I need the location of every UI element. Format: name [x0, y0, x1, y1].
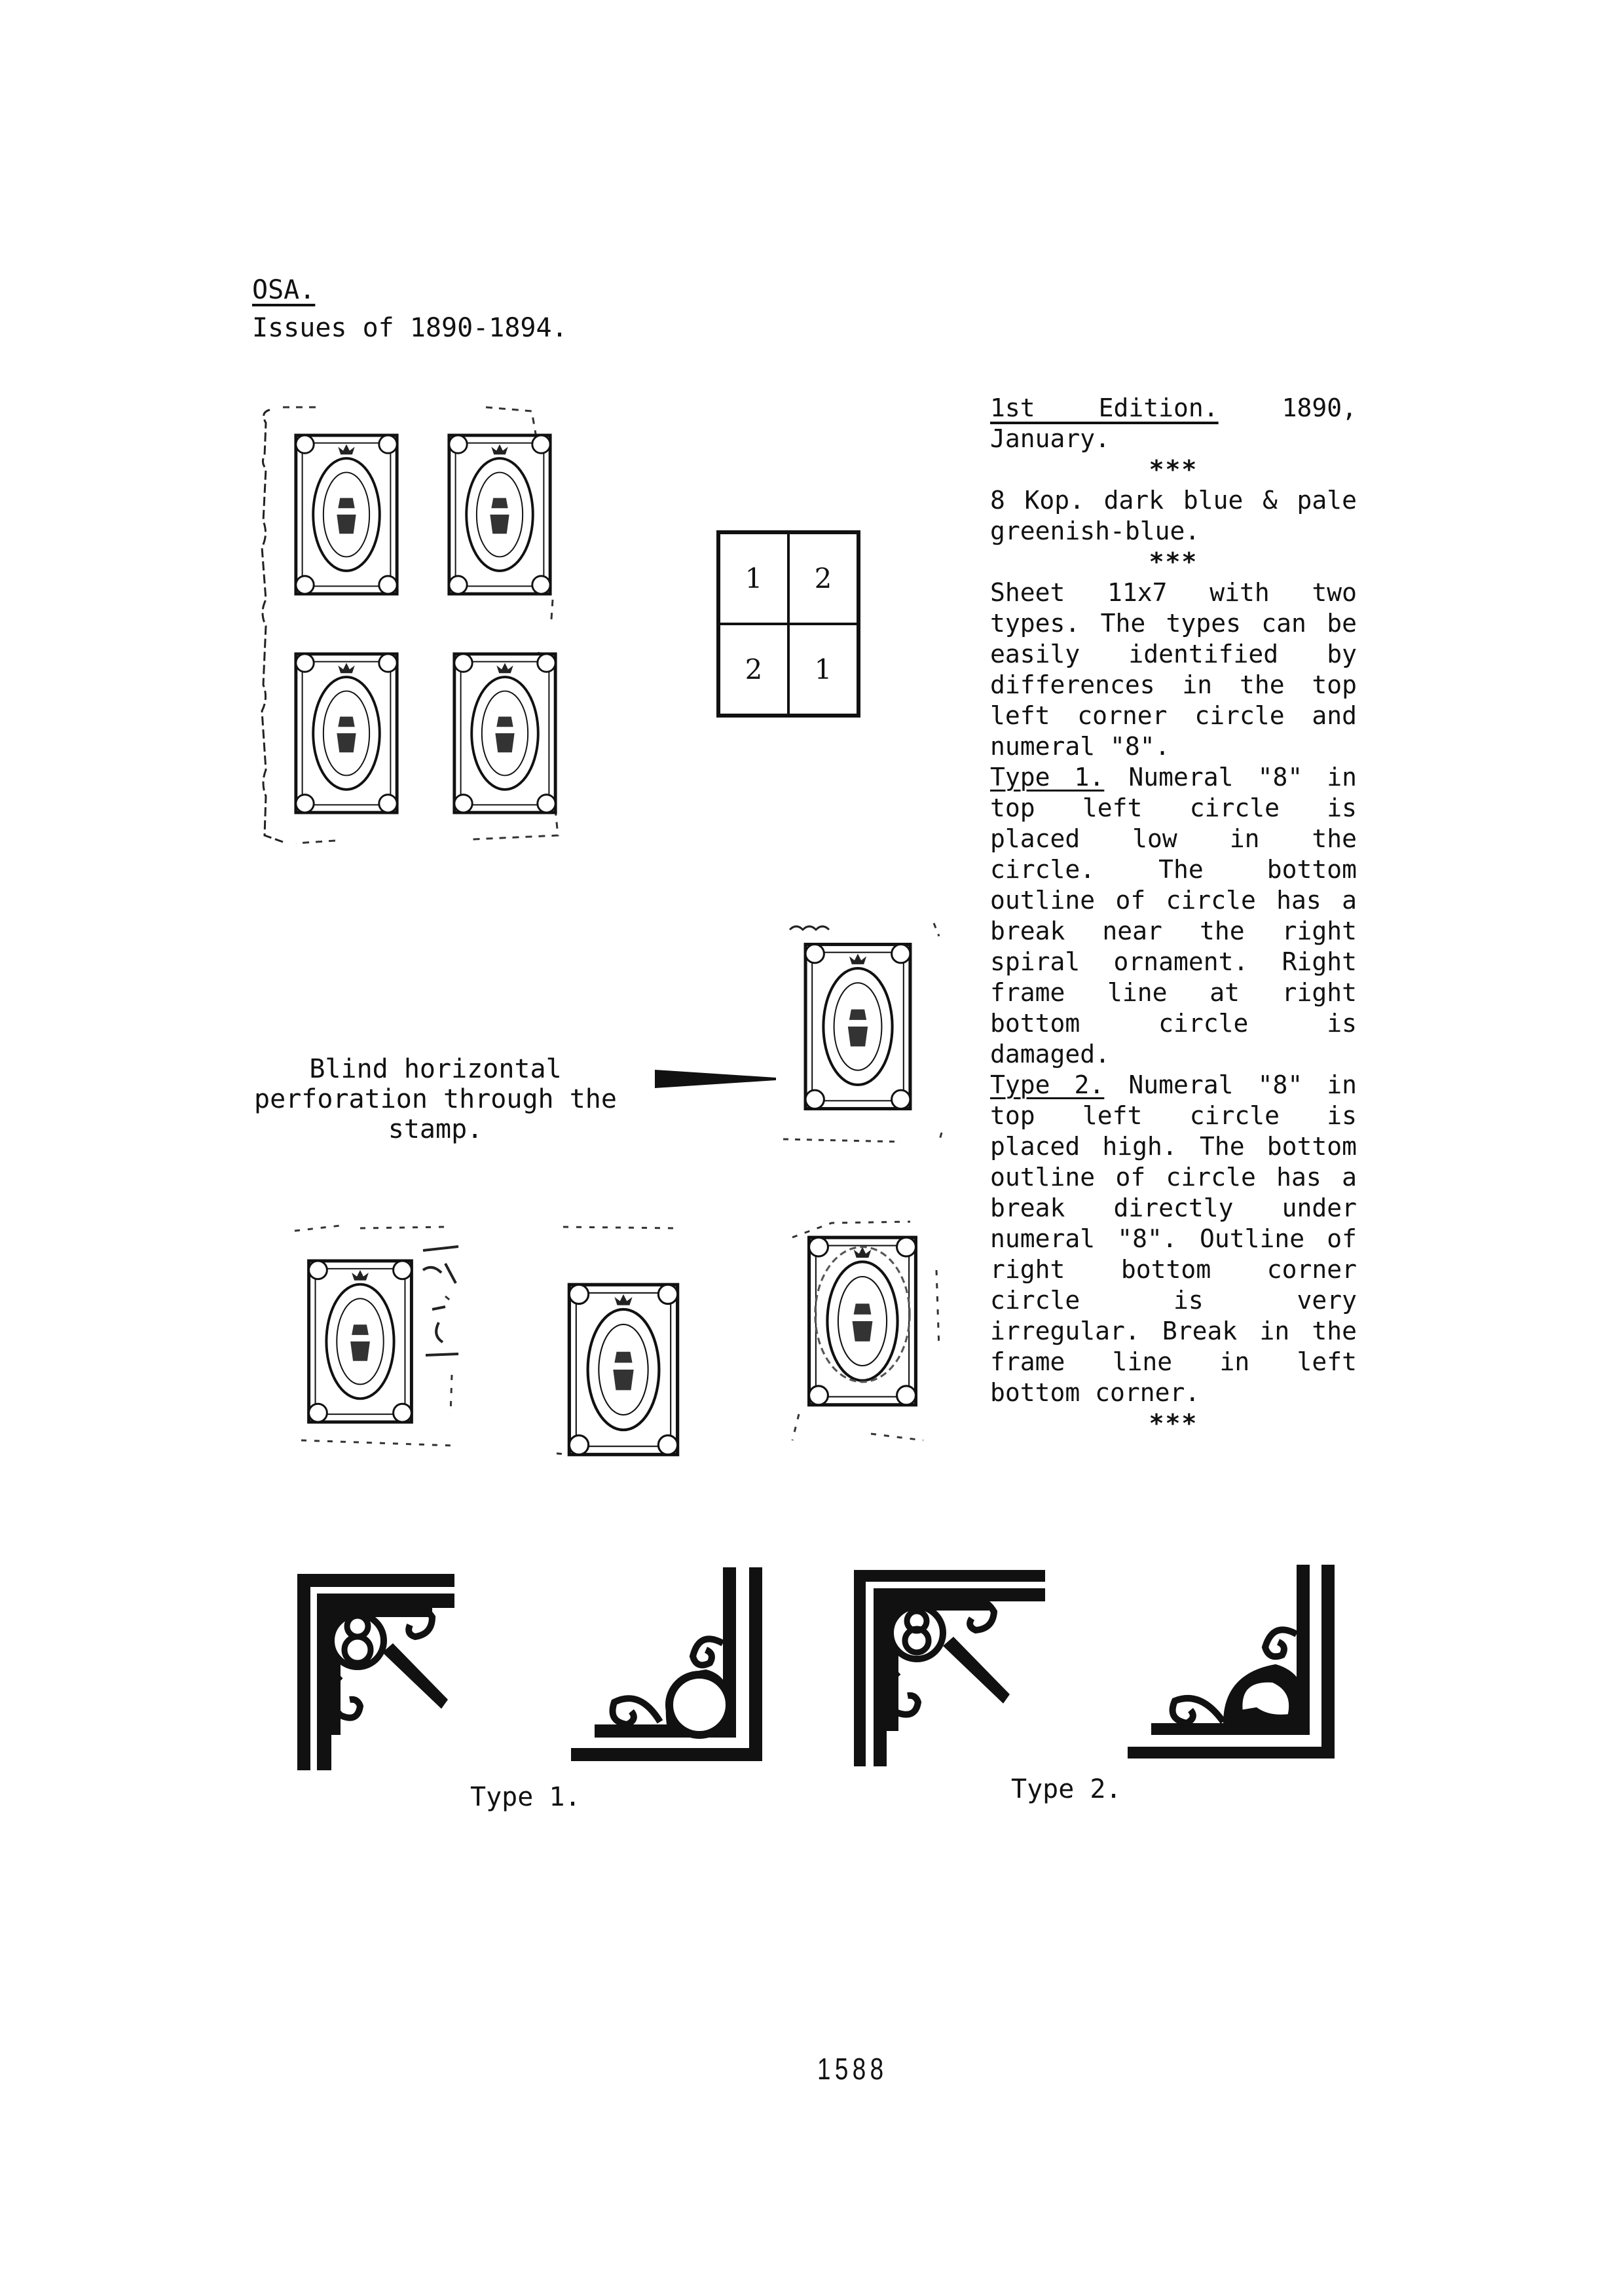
type2-heading: Type 2.: [990, 1070, 1105, 1099]
type2-top-left-corner-diagram: [851, 1567, 1048, 1777]
country-heading: OSA.: [252, 275, 316, 305]
type1-bottom-right-corner-diagram: [568, 1565, 765, 1774]
edition-date: 1890, January.: [990, 393, 1357, 453]
page-number: 1588: [817, 2052, 888, 2086]
separator: ***: [1149, 455, 1198, 484]
issue-range-heading: Issues of 1890-1894.: [252, 313, 568, 343]
stamp-cancelled: [804, 1233, 921, 1409]
separator: ***: [1149, 1409, 1198, 1438]
pointer-arrow-icon: [655, 1066, 776, 1092]
stamp-icon: [445, 429, 554, 600]
stamp-used: [564, 1281, 682, 1459]
stamp-icon: [804, 1233, 921, 1409]
stamp-icon: [304, 1257, 416, 1426]
stamp-type-1: [292, 429, 401, 600]
value-color: 8 Kop. dark blue & pale greenish-blue.: [990, 486, 1357, 545]
separator: ***: [1149, 547, 1198, 576]
sheet-cell: 2: [719, 624, 788, 715]
edition-title: 1st Edition.: [990, 393, 1219, 422]
sheet-layout-grid: [716, 530, 860, 718]
sheet-cell: 2: [788, 533, 858, 624]
stamp-icon: [802, 940, 914, 1113]
type2-description: Numeral "8" in top left circle is placed high. The bottom outline of circle has a break directly under numeral "8". Outline of right bottom corner circle is very irregular. Break in the frame line in left bottom corner.: [990, 1070, 1357, 1407]
type1-top-left-corner-diagram: [295, 1571, 458, 1781]
stamp-type-2: [292, 648, 401, 818]
sheet-description: Sheet 11x7 with two types. The types can be easily identified by differences in the top left corner circle and numeral "8".: [990, 578, 1357, 761]
stamp-icon: [564, 1281, 682, 1459]
stamp-type-1: [451, 648, 559, 818]
type1-heading: Type 1.: [990, 763, 1105, 792]
type1-diagram-label: Type 1.: [470, 1782, 581, 1812]
sheet-cell: 1: [788, 624, 858, 715]
type2-diagram-label: Type 2.: [1011, 1774, 1122, 1804]
blind-perforation-caption: Blind horizontal perforation through the stamp.: [254, 1054, 617, 1144]
sheet-cell: 1: [719, 533, 788, 624]
stamp-type-2: [445, 429, 554, 600]
stamp-icon: [292, 429, 401, 600]
type1-description: Numeral "8" in top left circle is placed low in the circle. The bottom outline of circle has a break near the right spiral ornament. Right frame line at right bottom circle is damaged.: [990, 763, 1357, 1068]
stamp-icon: [451, 648, 559, 818]
stamp-icon: [292, 648, 401, 818]
edition-description: [990, 393, 1357, 1439]
stamp-blind-perforation: [802, 940, 914, 1113]
type2-bottom-right-corner-diagram: [1125, 1562, 1341, 1772]
postmark-fragment-icon: [419, 1244, 465, 1375]
stamp-used: [304, 1257, 416, 1426]
